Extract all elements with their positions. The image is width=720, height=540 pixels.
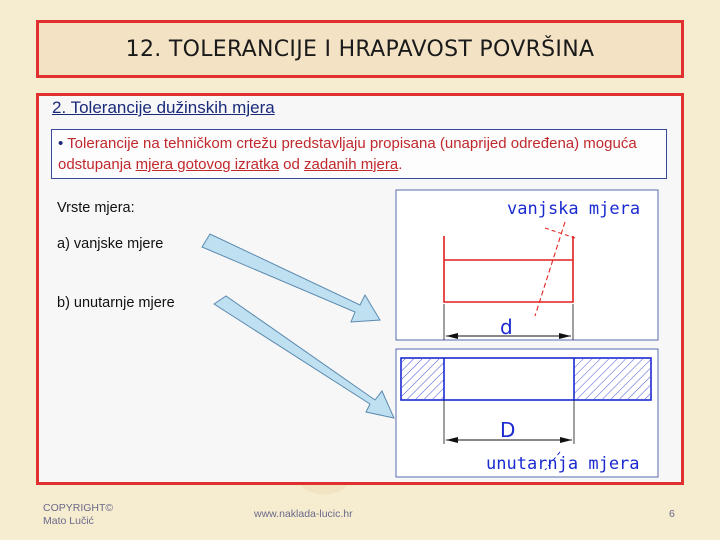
- definition-link-finished-part: mjera gotovog izratka: [135, 156, 279, 173]
- definition-link-nominal: zadanih mjera: [304, 156, 399, 173]
- page-number: 6: [669, 508, 675, 520]
- types-label: Vrste mjera:: [57, 200, 135, 216]
- bullet: •: [58, 135, 64, 152]
- label-d: d: [500, 315, 513, 339]
- slide-title-text: 12. TOLERANCIJE I HRAPAVOST POVRŠINA: [125, 36, 595, 62]
- item-inner-dimensions: b) unutarnje mjere: [57, 295, 175, 311]
- definition-end: .: [398, 156, 403, 173]
- inner-part-hatch-left: [402, 359, 444, 399]
- label-inner-dimension: unutarnja mjera: [486, 454, 640, 474]
- label-D: D: [500, 418, 516, 442]
- copyright: [43, 502, 113, 528]
- label-outer-dimension: vanjska mjera: [507, 199, 641, 219]
- item-outer-dimensions: a) vanjske mjere: [57, 236, 164, 252]
- definition-text-2: od: [278, 156, 305, 173]
- website-link[interactable]: www.naklada-lucic.hr: [254, 508, 353, 520]
- copyright-line-1: COPYRIGHT©: [43, 502, 114, 514]
- copyright-line-2: Mato Lučić: [43, 515, 94, 527]
- definition-text-1: Tolerancije na tehničkom crtežu predstavljaju propisana (unaprijed određena) moguća odstupanja: [58, 135, 637, 173]
- section-heading: 2. Tolerancije dužinskih mjera: [52, 98, 275, 117]
- inner-part-hatch-right: [574, 359, 650, 399]
